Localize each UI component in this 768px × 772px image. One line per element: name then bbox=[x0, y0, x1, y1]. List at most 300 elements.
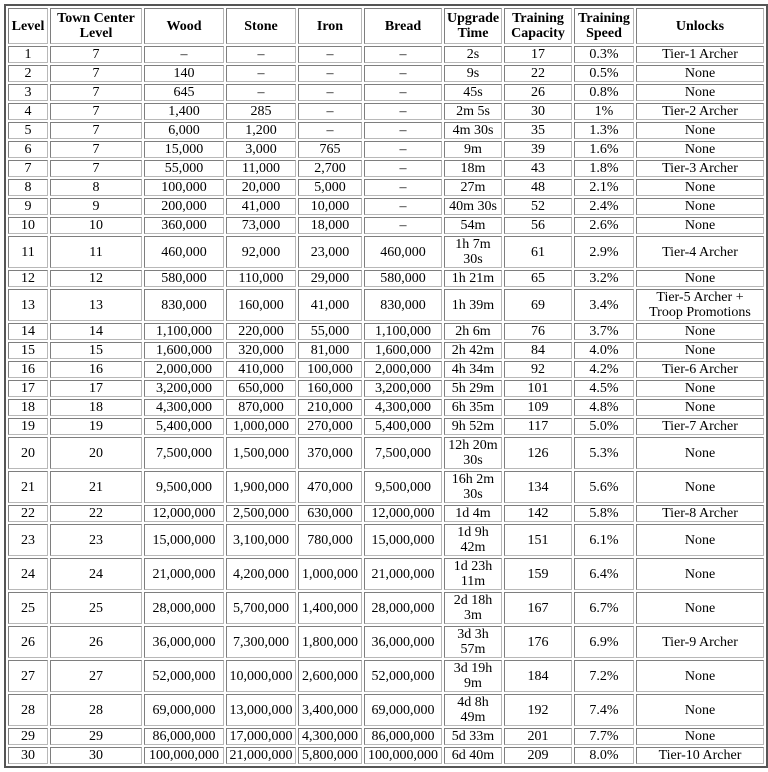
table-cell: 2,700 bbox=[298, 160, 362, 177]
table-cell: 142 bbox=[504, 505, 572, 522]
table-cell: 12 bbox=[50, 270, 142, 287]
table-cell: Tier-10 Archer bbox=[636, 747, 764, 764]
table-cell: 21,000,000 bbox=[364, 558, 442, 590]
table-cell: None bbox=[636, 342, 764, 359]
table-cell: 134 bbox=[504, 471, 572, 503]
table-cell: 21 bbox=[50, 471, 142, 503]
table-cell: 15,000 bbox=[144, 141, 224, 158]
table-cell: 55,000 bbox=[298, 323, 362, 340]
column-header: Wood bbox=[144, 8, 224, 44]
table-cell: 0.3% bbox=[574, 46, 634, 63]
table-cell: 30 bbox=[8, 747, 48, 764]
table-cell: 5d 33m bbox=[444, 728, 502, 745]
table-cell: 73,000 bbox=[226, 217, 296, 234]
table-cell: 4,200,000 bbox=[226, 558, 296, 590]
table-cell: 7,500,000 bbox=[364, 437, 442, 469]
table-cell: 184 bbox=[504, 660, 572, 692]
table-cell: 18 bbox=[50, 399, 142, 416]
table-cell: Tier-7 Archer bbox=[636, 418, 764, 435]
table-cell: 3,400,000 bbox=[298, 694, 362, 726]
table-cell: – bbox=[226, 65, 296, 82]
table-row bbox=[8, 217, 764, 234]
table-cell: 86,000,000 bbox=[364, 728, 442, 745]
table-cell: 36,000,000 bbox=[144, 626, 224, 658]
table-cell: 12,000,000 bbox=[144, 505, 224, 522]
table-cell: None bbox=[636, 558, 764, 590]
table-cell: 4.0% bbox=[574, 342, 634, 359]
table-cell: None bbox=[636, 380, 764, 397]
table-cell: 580,000 bbox=[364, 270, 442, 287]
table-cell: 9 bbox=[8, 198, 48, 215]
table-cell: 7.4% bbox=[574, 694, 634, 726]
table-cell: 16 bbox=[50, 361, 142, 378]
table-cell: 25 bbox=[50, 592, 142, 624]
table-cell: 39 bbox=[504, 141, 572, 158]
table-cell: 3d 3h 57m bbox=[444, 626, 502, 658]
table-cell: 15 bbox=[8, 342, 48, 359]
table-cell: 41,000 bbox=[226, 198, 296, 215]
table-cell: 1.8% bbox=[574, 160, 634, 177]
table-cell: 10,000 bbox=[298, 198, 362, 215]
table-cell: 6.1% bbox=[574, 524, 634, 556]
table-cell: 28,000,000 bbox=[364, 592, 442, 624]
table-cell: 7 bbox=[50, 84, 142, 101]
table-cell: None bbox=[636, 660, 764, 692]
table-cell: – bbox=[144, 46, 224, 63]
table-cell: 10,000,000 bbox=[226, 660, 296, 692]
table-cell: 1d 23h 11m bbox=[444, 558, 502, 590]
table-cell: 176 bbox=[504, 626, 572, 658]
table-cell: 48 bbox=[504, 179, 572, 196]
table-cell: 1,100,000 bbox=[364, 323, 442, 340]
table-cell: 7 bbox=[50, 160, 142, 177]
table-cell: 6d 40m bbox=[444, 747, 502, 764]
table-cell: 3,100,000 bbox=[226, 524, 296, 556]
table-cell: 20,000 bbox=[226, 179, 296, 196]
upgrade-stats-table bbox=[4, 4, 768, 768]
column-header: Unlocks bbox=[636, 8, 764, 44]
table-cell: None bbox=[636, 179, 764, 196]
table-cell: 6 bbox=[8, 141, 48, 158]
table-row bbox=[8, 694, 764, 726]
table-cell: – bbox=[364, 198, 442, 215]
table-cell: 1,600,000 bbox=[144, 342, 224, 359]
column-header: Training Capacity bbox=[504, 8, 572, 44]
table-cell: 92,000 bbox=[226, 236, 296, 268]
table-cell: None bbox=[636, 84, 764, 101]
table-cell: 17,000,000 bbox=[226, 728, 296, 745]
table-cell: 4.5% bbox=[574, 380, 634, 397]
table-cell: 2,500,000 bbox=[226, 505, 296, 522]
table-cell: 1.3% bbox=[574, 122, 634, 139]
table-cell: 100,000,000 bbox=[364, 747, 442, 764]
table-cell: 13,000,000 bbox=[226, 694, 296, 726]
table-cell: None bbox=[636, 592, 764, 624]
table-cell: 200,000 bbox=[144, 198, 224, 215]
table-cell: 69,000,000 bbox=[144, 694, 224, 726]
table-cell: 2h 42m bbox=[444, 342, 502, 359]
table-row bbox=[8, 141, 764, 158]
table-cell: – bbox=[364, 141, 442, 158]
table-cell: 5h 29m bbox=[444, 380, 502, 397]
table-cell: 23 bbox=[50, 524, 142, 556]
table-cell: – bbox=[298, 103, 362, 120]
table-cell: 35 bbox=[504, 122, 572, 139]
table-cell: 5.6% bbox=[574, 471, 634, 503]
table-cell: 27 bbox=[8, 660, 48, 692]
table-cell: 3,000 bbox=[226, 141, 296, 158]
table-cell: 45s bbox=[444, 84, 502, 101]
table-cell: 23 bbox=[8, 524, 48, 556]
table-cell: 460,000 bbox=[144, 236, 224, 268]
table-cell: 1,400,000 bbox=[298, 592, 362, 624]
table-cell: 69 bbox=[504, 289, 572, 321]
table-cell: 52 bbox=[504, 198, 572, 215]
table-cell: – bbox=[298, 65, 362, 82]
table-row bbox=[8, 592, 764, 624]
table-cell: 6.9% bbox=[574, 626, 634, 658]
table-row bbox=[8, 122, 764, 139]
table-cell: 4,300,000 bbox=[364, 399, 442, 416]
table-cell: 151 bbox=[504, 524, 572, 556]
table-cell: Tier-4 Archer bbox=[636, 236, 764, 268]
table-cell: 76 bbox=[504, 323, 572, 340]
table-cell: 18,000 bbox=[298, 217, 362, 234]
table-cell: 4d 8h 49m bbox=[444, 694, 502, 726]
table-cell: 13 bbox=[8, 289, 48, 321]
table-cell: 55,000 bbox=[144, 160, 224, 177]
table-cell: 2d 18h 3m bbox=[444, 592, 502, 624]
table-cell: 7 bbox=[50, 122, 142, 139]
table-cell: 3.4% bbox=[574, 289, 634, 321]
column-header: Upgrade Time bbox=[444, 8, 502, 44]
table-cell: 209 bbox=[504, 747, 572, 764]
table-cell: 470,000 bbox=[298, 471, 362, 503]
table-cell: – bbox=[298, 46, 362, 63]
table-cell: 0.5% bbox=[574, 65, 634, 82]
table-cell: 1d 9h 42m bbox=[444, 524, 502, 556]
table-cell: None bbox=[636, 198, 764, 215]
table-cell: 192 bbox=[504, 694, 572, 726]
table-cell: 360,000 bbox=[144, 217, 224, 234]
table-cell: 167 bbox=[504, 592, 572, 624]
table-cell: 19 bbox=[50, 418, 142, 435]
table-cell: 7,500,000 bbox=[144, 437, 224, 469]
table-cell: 13 bbox=[50, 289, 142, 321]
table-cell: 12h 20m 30s bbox=[444, 437, 502, 469]
table-row bbox=[8, 558, 764, 590]
table-cell: 5.8% bbox=[574, 505, 634, 522]
table-cell: 6.7% bbox=[574, 592, 634, 624]
table-cell: 2s bbox=[444, 46, 502, 63]
table-cell: 7.2% bbox=[574, 660, 634, 692]
table-cell: 320,000 bbox=[226, 342, 296, 359]
table-cell: None bbox=[636, 323, 764, 340]
table-cell: 580,000 bbox=[144, 270, 224, 287]
table-body bbox=[8, 46, 764, 764]
column-header: Iron bbox=[298, 8, 362, 44]
table-cell: 410,000 bbox=[226, 361, 296, 378]
table-cell: 9,500,000 bbox=[364, 471, 442, 503]
table-cell: 11 bbox=[8, 236, 48, 268]
table-cell: 6h 35m bbox=[444, 399, 502, 416]
table-cell: 6.4% bbox=[574, 558, 634, 590]
table-cell: 19 bbox=[8, 418, 48, 435]
table-row bbox=[8, 289, 764, 321]
table-cell: 8 bbox=[50, 179, 142, 196]
table-cell: 28 bbox=[8, 694, 48, 726]
table-row bbox=[8, 103, 764, 120]
table-cell: 9,500,000 bbox=[144, 471, 224, 503]
table-cell: 20 bbox=[50, 437, 142, 469]
table-cell: None bbox=[636, 471, 764, 503]
table-cell: None bbox=[636, 437, 764, 469]
table-cell: 830,000 bbox=[364, 289, 442, 321]
table-row bbox=[8, 418, 764, 435]
table-cell: 22 bbox=[50, 505, 142, 522]
table-cell: None bbox=[636, 399, 764, 416]
table-cell: 1 bbox=[8, 46, 48, 63]
table-cell: 14 bbox=[8, 323, 48, 340]
table-cell: – bbox=[364, 160, 442, 177]
table-cell: 0.8% bbox=[574, 84, 634, 101]
table-cell: 9m bbox=[444, 141, 502, 158]
table-cell: 9s bbox=[444, 65, 502, 82]
table-cell: 65 bbox=[504, 270, 572, 287]
table-cell: 1,500,000 bbox=[226, 437, 296, 469]
table-cell: 15 bbox=[50, 342, 142, 359]
table-row bbox=[8, 505, 764, 522]
table-cell: 4.8% bbox=[574, 399, 634, 416]
table-cell: 10 bbox=[50, 217, 142, 234]
table-cell: 101 bbox=[504, 380, 572, 397]
table-row bbox=[8, 179, 764, 196]
table-cell: 4m 30s bbox=[444, 122, 502, 139]
table-cell: 2.6% bbox=[574, 217, 634, 234]
table-cell: 40m 30s bbox=[444, 198, 502, 215]
table-cell: 3.7% bbox=[574, 323, 634, 340]
table-cell: 12 bbox=[8, 270, 48, 287]
table-cell: 52,000,000 bbox=[144, 660, 224, 692]
table-cell: 21,000,000 bbox=[226, 747, 296, 764]
table-row bbox=[8, 160, 764, 177]
table-cell: 765 bbox=[298, 141, 362, 158]
table-cell: 61 bbox=[504, 236, 572, 268]
table-cell: 22 bbox=[504, 65, 572, 82]
table-cell: 24 bbox=[50, 558, 142, 590]
table-cell: 20 bbox=[8, 437, 48, 469]
table-cell: 1.6% bbox=[574, 141, 634, 158]
table-cell: – bbox=[226, 46, 296, 63]
column-header: Training Speed bbox=[574, 8, 634, 44]
table-cell: 10 bbox=[8, 217, 48, 234]
table-cell: 28,000,000 bbox=[144, 592, 224, 624]
table-cell: 29,000 bbox=[298, 270, 362, 287]
table-row bbox=[8, 399, 764, 416]
table-cell: 126 bbox=[504, 437, 572, 469]
table-cell: 2 bbox=[8, 65, 48, 82]
table-cell: 69,000,000 bbox=[364, 694, 442, 726]
table-cell: 1,900,000 bbox=[226, 471, 296, 503]
table-cell: 1d 4m bbox=[444, 505, 502, 522]
table-cell: 7.7% bbox=[574, 728, 634, 745]
table-cell: 220,000 bbox=[226, 323, 296, 340]
table-cell: Tier-2 Archer bbox=[636, 103, 764, 120]
table-cell: 4,300,000 bbox=[144, 399, 224, 416]
table-cell: 41,000 bbox=[298, 289, 362, 321]
table-cell: 5,400,000 bbox=[144, 418, 224, 435]
table-cell: – bbox=[364, 65, 442, 82]
table-cell: – bbox=[364, 103, 442, 120]
table-cell: 650,000 bbox=[226, 380, 296, 397]
table-cell: 81,000 bbox=[298, 342, 362, 359]
column-header: Stone bbox=[226, 8, 296, 44]
table-cell: 43 bbox=[504, 160, 572, 177]
table-cell: 23,000 bbox=[298, 236, 362, 268]
table-row bbox=[8, 46, 764, 63]
table-cell: 7,300,000 bbox=[226, 626, 296, 658]
table-cell: 160,000 bbox=[226, 289, 296, 321]
table-cell: 17 bbox=[50, 380, 142, 397]
table-cell: 18 bbox=[8, 399, 48, 416]
table-cell: 140 bbox=[144, 65, 224, 82]
table-cell: 3,200,000 bbox=[144, 380, 224, 397]
table-cell: 2.4% bbox=[574, 198, 634, 215]
table-row bbox=[8, 361, 764, 378]
table-row bbox=[8, 380, 764, 397]
table-cell: 15,000,000 bbox=[144, 524, 224, 556]
table-cell: – bbox=[364, 179, 442, 196]
table-cell: – bbox=[364, 217, 442, 234]
table-cell: 1,100,000 bbox=[144, 323, 224, 340]
table-cell: 17 bbox=[8, 380, 48, 397]
table-cell: 2,000,000 bbox=[364, 361, 442, 378]
table-cell: 27 bbox=[50, 660, 142, 692]
table-cell: 7 bbox=[50, 65, 142, 82]
table-cell: 1,000,000 bbox=[298, 558, 362, 590]
table-cell: – bbox=[364, 122, 442, 139]
table-row bbox=[8, 323, 764, 340]
table-cell: – bbox=[298, 122, 362, 139]
table-cell: – bbox=[226, 84, 296, 101]
table-cell: 1h 39m bbox=[444, 289, 502, 321]
header-row bbox=[8, 8, 764, 44]
table-cell: 4.2% bbox=[574, 361, 634, 378]
table-row bbox=[8, 236, 764, 268]
table-cell: 780,000 bbox=[298, 524, 362, 556]
table-cell: 11 bbox=[50, 236, 142, 268]
table-cell: 5,800,000 bbox=[298, 747, 362, 764]
table-cell: 100,000 bbox=[144, 179, 224, 196]
table-cell: – bbox=[364, 46, 442, 63]
table-cell: 29 bbox=[50, 728, 142, 745]
table-cell: 3.2% bbox=[574, 270, 634, 287]
table-cell: None bbox=[636, 270, 764, 287]
table-row bbox=[8, 65, 764, 82]
table-cell: 24 bbox=[8, 558, 48, 590]
column-header: Bread bbox=[364, 8, 442, 44]
table-cell: 1,200 bbox=[226, 122, 296, 139]
table-cell: 25 bbox=[8, 592, 48, 624]
table-cell: 7 bbox=[50, 141, 142, 158]
table-cell: 6,000 bbox=[144, 122, 224, 139]
table-cell: 28 bbox=[50, 694, 142, 726]
table-cell: 2,000,000 bbox=[144, 361, 224, 378]
table-cell: 117 bbox=[504, 418, 572, 435]
table-cell: 210,000 bbox=[298, 399, 362, 416]
table-cell: 3 bbox=[8, 84, 48, 101]
table-cell: 29 bbox=[8, 728, 48, 745]
table-row bbox=[8, 437, 764, 469]
table-cell: 100,000,000 bbox=[144, 747, 224, 764]
table-cell: 2h 6m bbox=[444, 323, 502, 340]
table-cell: 7 bbox=[8, 160, 48, 177]
table-cell: 16h 2m 30s bbox=[444, 471, 502, 503]
table-cell: Tier-5 Archer + Troop Promotions bbox=[636, 289, 764, 321]
table-cell: 30 bbox=[50, 747, 142, 764]
table-cell: 460,000 bbox=[364, 236, 442, 268]
table-cell: 870,000 bbox=[226, 399, 296, 416]
table-cell: 2m 5s bbox=[444, 103, 502, 120]
table-cell: 110,000 bbox=[226, 270, 296, 287]
table-cell: 52,000,000 bbox=[364, 660, 442, 692]
table-cell: Tier-1 Archer bbox=[636, 46, 764, 63]
table-cell: 370,000 bbox=[298, 437, 362, 469]
table-cell: Tier-8 Archer bbox=[636, 505, 764, 522]
table-cell: 1h 7m 30s bbox=[444, 236, 502, 268]
table-cell: 5.0% bbox=[574, 418, 634, 435]
table-cell: 86,000,000 bbox=[144, 728, 224, 745]
table-cell: 21,000,000 bbox=[144, 558, 224, 590]
table-cell: 12,000,000 bbox=[364, 505, 442, 522]
table-cell: 4,300,000 bbox=[298, 728, 362, 745]
table-cell: 56 bbox=[504, 217, 572, 234]
table-cell: None bbox=[636, 141, 764, 158]
table-cell: 1,600,000 bbox=[364, 342, 442, 359]
table-cell: 3d 19h 9m bbox=[444, 660, 502, 692]
table-cell: 7 bbox=[50, 103, 142, 120]
table-cell: 5,400,000 bbox=[364, 418, 442, 435]
table-cell: 17 bbox=[504, 46, 572, 63]
table-cell: 7 bbox=[50, 46, 142, 63]
column-header: Town Center Level bbox=[50, 8, 142, 44]
table-cell: 5,700,000 bbox=[226, 592, 296, 624]
table-header bbox=[8, 8, 764, 44]
table-cell: Tier-6 Archer bbox=[636, 361, 764, 378]
table-cell: 54m bbox=[444, 217, 502, 234]
table-cell: None bbox=[636, 694, 764, 726]
table-cell: 2,600,000 bbox=[298, 660, 362, 692]
table-cell: 2.1% bbox=[574, 179, 634, 196]
table-row bbox=[8, 198, 764, 215]
table-cell: Tier-9 Archer bbox=[636, 626, 764, 658]
table-cell: 2.9% bbox=[574, 236, 634, 268]
table-cell: None bbox=[636, 122, 764, 139]
table-cell: 27m bbox=[444, 179, 502, 196]
table-cell: 4h 34m bbox=[444, 361, 502, 378]
table-cell: 645 bbox=[144, 84, 224, 101]
table-cell: 30 bbox=[504, 103, 572, 120]
table-cell: 84 bbox=[504, 342, 572, 359]
table-cell: 630,000 bbox=[298, 505, 362, 522]
column-header: Level bbox=[8, 8, 48, 44]
table-cell: 1,000,000 bbox=[226, 418, 296, 435]
table-cell: 5,000 bbox=[298, 179, 362, 196]
table-cell: 9 bbox=[50, 198, 142, 215]
table-cell: Tier-3 Archer bbox=[636, 160, 764, 177]
table-row bbox=[8, 524, 764, 556]
table-row bbox=[8, 660, 764, 692]
